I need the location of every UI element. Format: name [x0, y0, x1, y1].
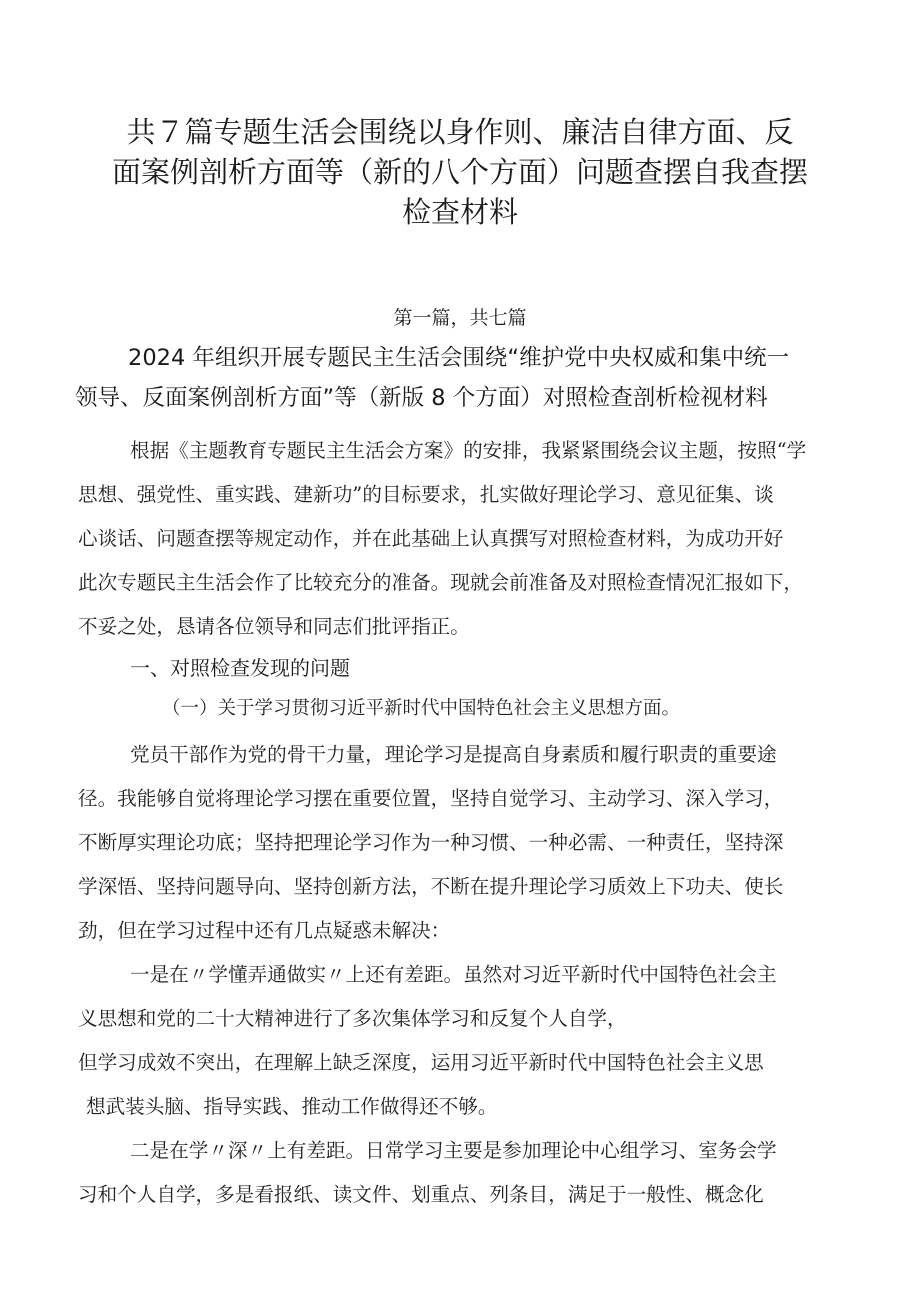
paragraph-line: 思想、强党性、重实践、建新功”的目标要求，扎实做好理论学习、意见征集、谈 — [78, 483, 774, 506]
paragraph-line: 此次专题民主生活会作了比较充分的准备。现就会前准备及对照检查情况汇报如下， — [78, 571, 803, 594]
paragraph-line: 不断厚实理论功底；坚持把理论学习作为一种习惯、一种必需、一种责任，坚持深 — [78, 831, 784, 854]
paragraph-line: 二是在学〃深〃上有差距。日常学习主要是参加理论中心组学习、室务会学 — [130, 1139, 777, 1162]
paragraph-line: 党员干部作为党的骨干力量，理论学习是提高自身素质和履行职责的重要途 — [130, 743, 777, 766]
paragraph-line: 学深悟、坚持问题导向、坚持创新方法，不断在提升理论学习质效上下功夫、使长 — [78, 875, 784, 898]
section-heading: 一、对照检查发现的问题 — [130, 656, 350, 680]
paragraph-line: 想武装头脑、指导实践、推动工作做得还不够。 — [86, 1095, 498, 1118]
paragraph-line: 习和个人自学，多是看报纸、读文件、划重点、列条目，满足于一般性、概念化 — [78, 1183, 764, 1206]
paragraph-line: 但学习成效不突出，在理解上缺乏深度，运用习近平新时代中国特色社会主义思 — [78, 1051, 764, 1074]
paragraph-line: 径。我能够自觉将理论学习摆在重要位置，坚持自觉学习、主动学习、深入学习， — [78, 787, 784, 810]
title-line: 面案例剖析方面等（新的八个方面）问题查摆自我查摆 — [111, 155, 808, 189]
paragraph-line: 一是在〃学懂弄通做实〃上还有差距。虽然对习近平新时代中国特色社会主 — [130, 963, 777, 986]
title-line: 共７篇专题生活会围绕以身作则、廉洁自律方面、反 — [126, 115, 794, 149]
part-label: 第一篇，共七篇 — [393, 307, 527, 329]
paragraph-line: 劲，但在学习过程中还有几点疑惑未解决： — [78, 919, 451, 942]
document-title — [60, 112, 860, 232]
paragraph-line: 心谈话、问题查摆等规定动作，并在此基础上认真撰写对照检查材料，为成功开好 — [78, 527, 784, 550]
subtitle-line: 2024 年组织开展专题民主生活会围绕“维护党中央权威和集中统一 — [128, 345, 790, 371]
subsection-heading: （一）关于学习贯彻习近平新时代中国特色社会主义思想方面。 — [162, 698, 681, 719]
paragraph-line: 根据《主题教育专题民主生活会方案》的安排，我紧紧围绕会议主题，按照“学 — [130, 439, 807, 462]
document-subtitle — [75, 338, 890, 418]
paragraph-line: 不妥之处，恳请各位领导和同志们批评指正。 — [78, 615, 470, 638]
title-line: 检查材料 — [401, 195, 518, 229]
subtitle-line: 领导、反面案例剖析方面”等（新版 8 个方面）对照检查剖析检视材料 — [75, 385, 768, 411]
paragraph-line: 义思想和党的二十大精神进行了多次集体学习和反复个人自学， — [78, 1007, 627, 1030]
